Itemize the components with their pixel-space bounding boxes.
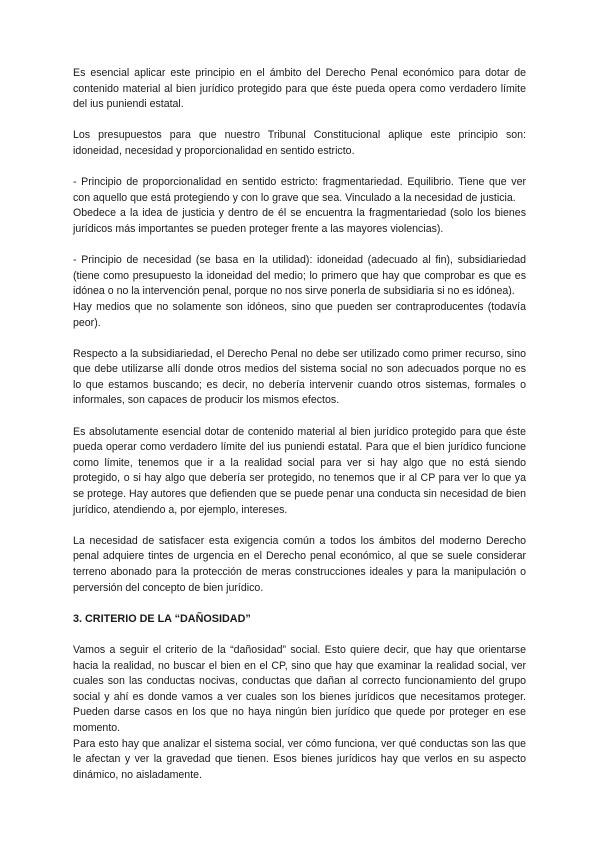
section-heading: 3. CRITERIO DE LA “DAÑOSIDAD” xyxy=(73,612,251,625)
paragraph: - Principio de proporcionalidad en sentido estricto: fragmentariedad. Equilibrio. Tiene que ver con aquello que está protegiendo y con lo grave que sea. Vinculado a la necesidad de justicia. xyxy=(73,176,526,204)
paragraph: Respecto a la subsidiariedad, el Derecho Penal no debe ser utilizado como primer recurso, sino que debe utilizarse allí donde otros medios del sistema social no son adecuados porque no es lo que estamos buscando; es decir, no debería intervenir cuando otros sistemas, formales o informales, son capaces de producir los mismos efectos. xyxy=(73,347,526,407)
paragraph: Los presupuestos para que nuestro Tribunal Constitucional aplique este principio son: idoneidad, necesidad y proporcionalidad en sentido estricto. xyxy=(73,129,526,157)
paragraph: Hay medios que no solamente son idóneos, sino que pueden ser contraproducentes (todavía peor). xyxy=(73,300,526,329)
paragraph: Es esencial aplicar este principio en el ámbito del Derecho Penal económico para dotar de contenido material al bien jurídico protegido para que éste pueda opera como verdadero límite del ius puniendi estatal. xyxy=(73,67,526,111)
paragraph: Vamos a seguir el criterio de la “dañosidad” social. Esto quiere decir, que hay que orientarse hacia la realidad, no buscar el bien en el CP, sino que hay que examinar la realidad social, ver cuales son las conductas nocivas, conductas que dañan al correcto funcionamiento del grupo social y ahí es donde vamos a ver cuales son los bienes jurídicos que necesitamos proteger. Pueden darse casos en los que no haya ningún bien jurídico que quede por proteger en ese momento. xyxy=(73,643,526,734)
paragraph: Obedece a la idea de justicia y dentro de él se encuentra la fragmentariedad (solo los bienes jurídicos más importantes se pueden proteger frente a las mayores violencias). xyxy=(73,207,526,235)
paragraph: La necesidad de satisfacer esta exigencia común a todos los ámbitos del moderno Derecho penal adquiere tintes de urgencia en el Derecho penal económico, al que se suele considerar terreno abonado para la protección de meras construcciones ideales y para la manipulación o perversión del concepto de bien jurídico. xyxy=(73,534,526,594)
paragraph: Para esto hay que analizar el sistema social, ver cómo funciona, ver qué conductas son las que le afectan y ver la gravedad que tienen. Esos bienes jurídicos hay que verlos en su aspecto dinámico, no aisladamente. xyxy=(73,737,526,781)
paragraph: Es absolutamente esencial dotar de contenido material al bien jurídico protegido para que éste pueda operar como verdadero límite del ius puniendi estatal. Para que el bien jurídico funcione como límite, tenemos que ir a la realidad social para ver si hay algo que no está siendo protegido, o si hay algo que debería ser protegido, no tenemos que ir al CP para ver lo que ya se protege. Hay autores que defienden que se puede penar una conducta sin necesidad de bien jurídico, atendiendo a, por ejemplo, intereses. xyxy=(73,425,526,516)
paragraph: - Principio de necesidad (se basa en la utilidad): idoneidad (adecuado al fin), subsidiariedad (tiene como presupuesto la idoneidad del medio; lo primero que hay que comprobar es que es idónea o no la intervención penal, porque no nos sirve ponerla de subsidiaria si no es idónea). xyxy=(73,254,526,298)
